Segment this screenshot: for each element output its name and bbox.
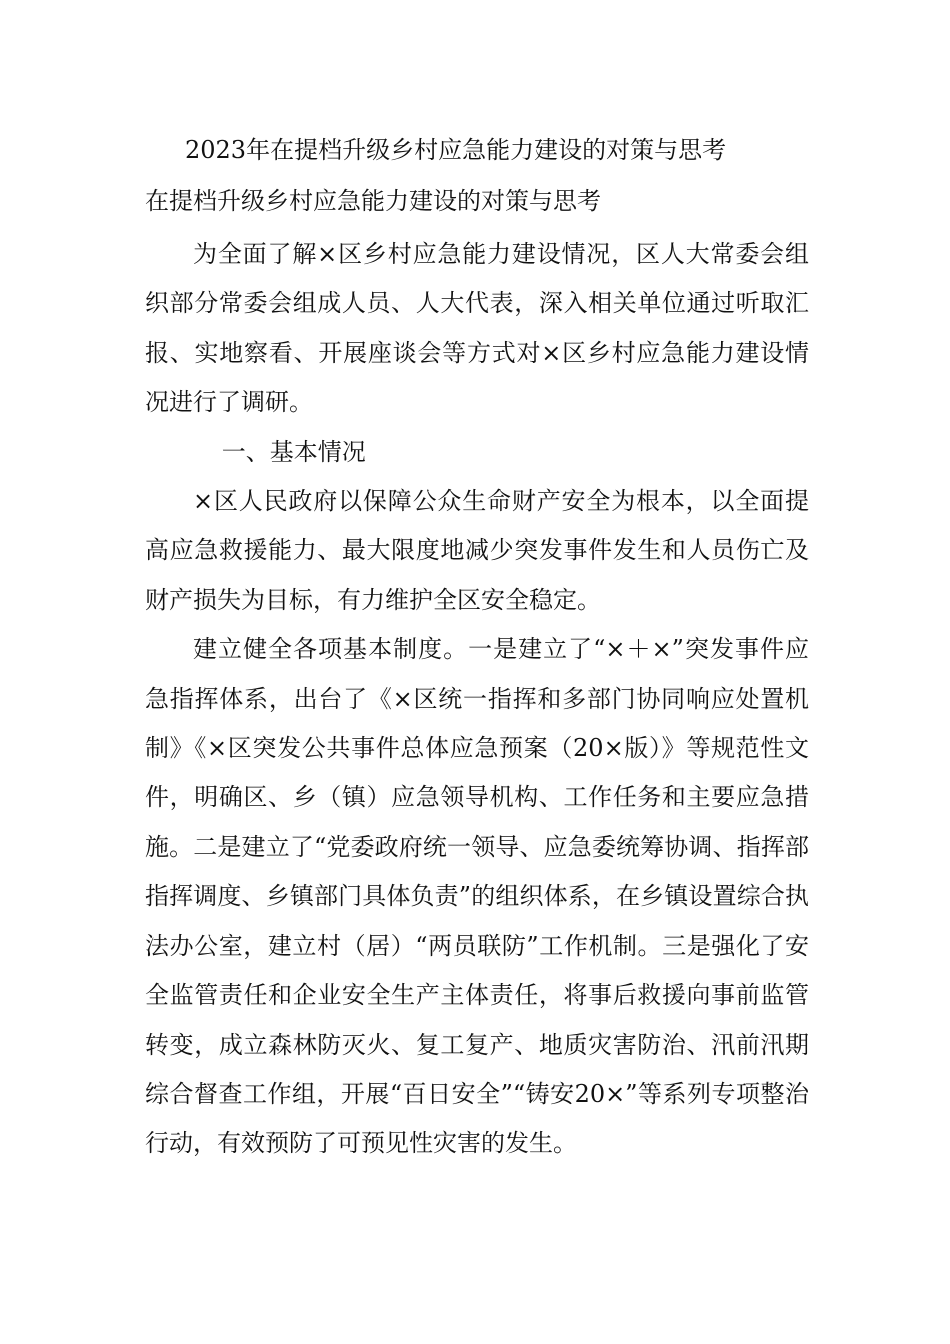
document-subtitle: 在提档升级乡村应急能力建设的对策与思考 bbox=[145, 187, 601, 215]
document-title: 2023年在提档升级乡村应急能力建设的对策与思考 bbox=[185, 136, 727, 164]
overview-paragraph: ×区人民政府以保障公众生命财产安全为根本，以全面提高应急救援能力、最大限度地减少突发事件发生和人员伤亡及财产损失为目标，有力维护全区安全稳定。 bbox=[145, 487, 809, 614]
system-paragraph: 建立健全各项基本制度。一是建立了“×＋×”突发事件应急指挥体系，出台了《×区统一指挥和多部门协同响应处置机制》《×区突发公共事件总体应急预案（20×版）》等规范性文件，明确区、乡（镇）应急领导机构、工作任务和主要应急措施。二是建立了“党委政府统一领导、应急委统筹协调、指挥部指挥调度、乡镇部门具体负责”的组织体系，在乡镇设置综合执法办公室，建立村（居）“两员联防”工作机制。三是强化了安全监管责任和企业安全生产主体责任，将事后救援向事前监管转变，成立森林防灭火、复工复产、地质灾害防治、汛前汛期综合督查工作组，开展“百日安全”“铸安20×”等系列专项整治行动，有效预防了可预见性灾害的发生。 bbox=[145, 635, 809, 1158]
intro-paragraph: 为全面了解×区乡村应急能力建设情况，区人大常委会组织部分常委会组成人员、人大代表，深入相关单位通过听取汇报、实地察看、开展座谈会等方式对×区乡村应急能力建设情况进行了调研。 bbox=[145, 240, 809, 417]
document-body bbox=[145, 230, 809, 1169]
section-heading: 一、基本情况 bbox=[221, 437, 366, 466]
